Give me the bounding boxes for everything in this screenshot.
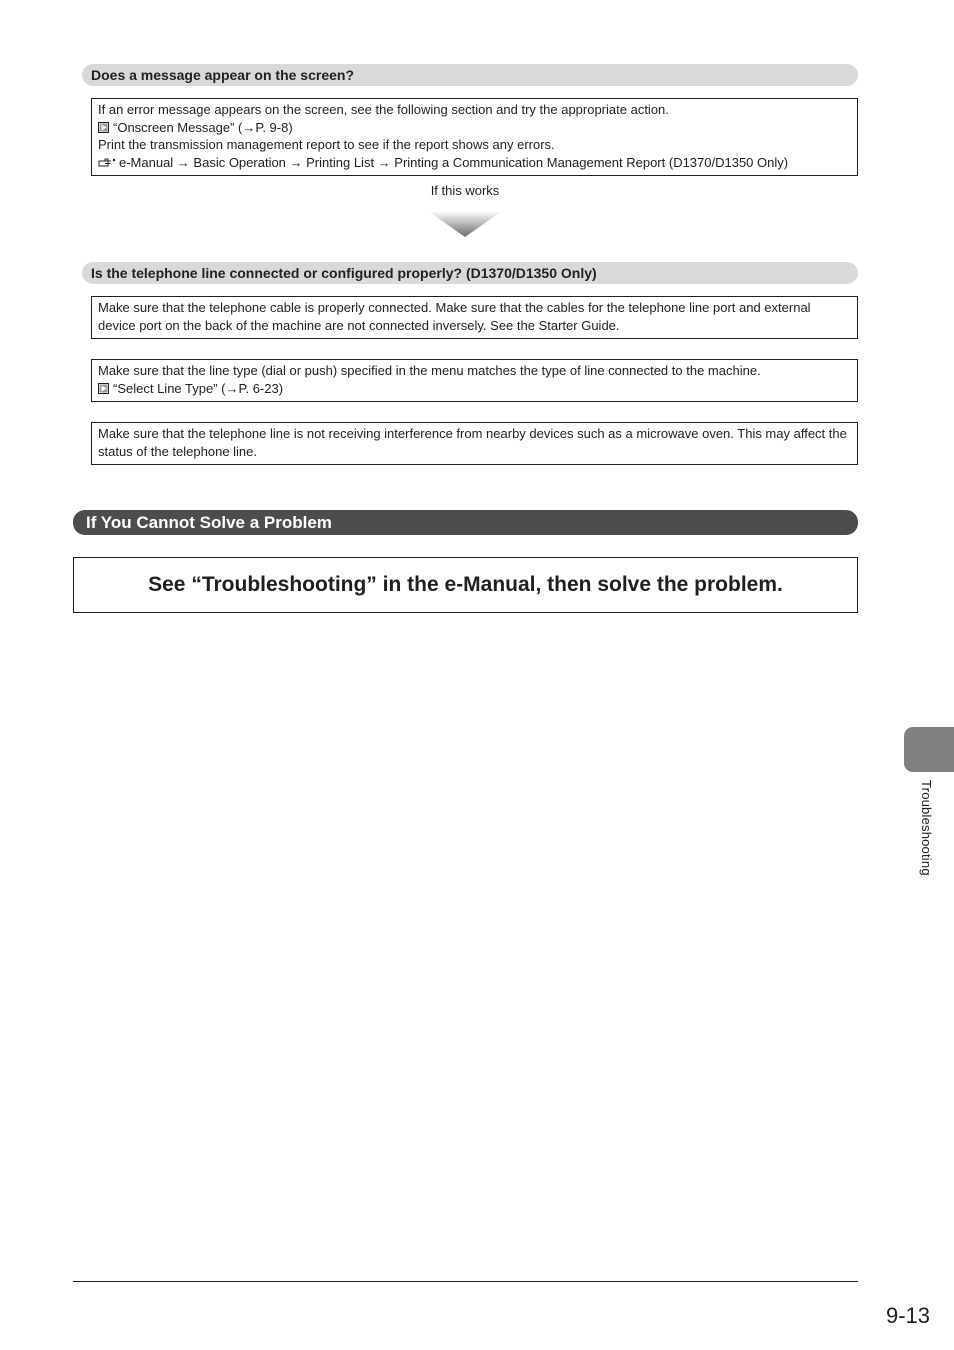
instruction-text: See “Troubleshooting” in the e-Manual, then solve the problem. <box>148 573 783 596</box>
flow-label: If this works <box>430 183 500 198</box>
page-number: 9-13 <box>885 1303 930 1328</box>
answer-text: If an error message appears on the screen, see the following section and try the appropriate action. <box>98 102 669 117</box>
reference-text: e-Manual → Basic Operation → Printing List → Printing a Communication Management Report (D1370/D1350 Only) <box>119 154 789 170</box>
reference-text: “Select Line Type” (→P. 6-23) <box>113 380 284 396</box>
reference-text: “Onscreen Message” (→P. 9-8) <box>113 119 293 135</box>
answer-box-error-message <box>91 98 858 176</box>
answer-box-telephone-cable <box>91 296 858 339</box>
reference-link-onscreen-message[interactable] <box>98 119 851 137</box>
answer-text: Print the transmission management report to see if the report shows any errors. <box>98 137 555 152</box>
answer-box-interference <box>91 422 858 465</box>
question-heading-telephone-line <box>82 262 858 284</box>
reference-link-emanual[interactable] <box>98 154 851 172</box>
page-reference-icon <box>98 122 109 133</box>
chapter-tab-label: Troubleshooting <box>919 780 934 876</box>
e-manual-reference-icon <box>98 155 116 166</box>
footer-divider <box>73 1281 858 1282</box>
answer-text: Make sure that the telephone cable is properly connected. Make sure that the cables for the telephone line port and external device port on the back of the machine are not connected inversely. See the Starter Guide. <box>98 300 811 333</box>
question-heading-text: Is the telephone line connected or configured properly? (D1370/D1350 Only) <box>91 265 597 281</box>
instruction-box <box>73 557 858 613</box>
chapter-tab[interactable] <box>904 727 954 772</box>
answer-text: Make sure that the line type (dial or push) specified in the menu matches the type of line connected to the machine. <box>98 363 761 378</box>
down-triangle-arrow-icon <box>426 210 504 243</box>
answer-text: Make sure that the telephone line is not receiving interference from nearby devices such as a microwave oven. This may affect the status of the telephone line. <box>98 426 847 459</box>
answer-box-line-type <box>91 359 858 402</box>
question-heading-text: Does a message appear on the screen? <box>91 67 354 83</box>
reference-link-select-line-type[interactable] <box>98 380 851 398</box>
question-heading-message <box>82 64 858 86</box>
page-reference-icon <box>98 383 109 394</box>
section-heading-text: If You Cannot Solve a Problem <box>86 513 332 532</box>
section-heading <box>73 510 858 535</box>
